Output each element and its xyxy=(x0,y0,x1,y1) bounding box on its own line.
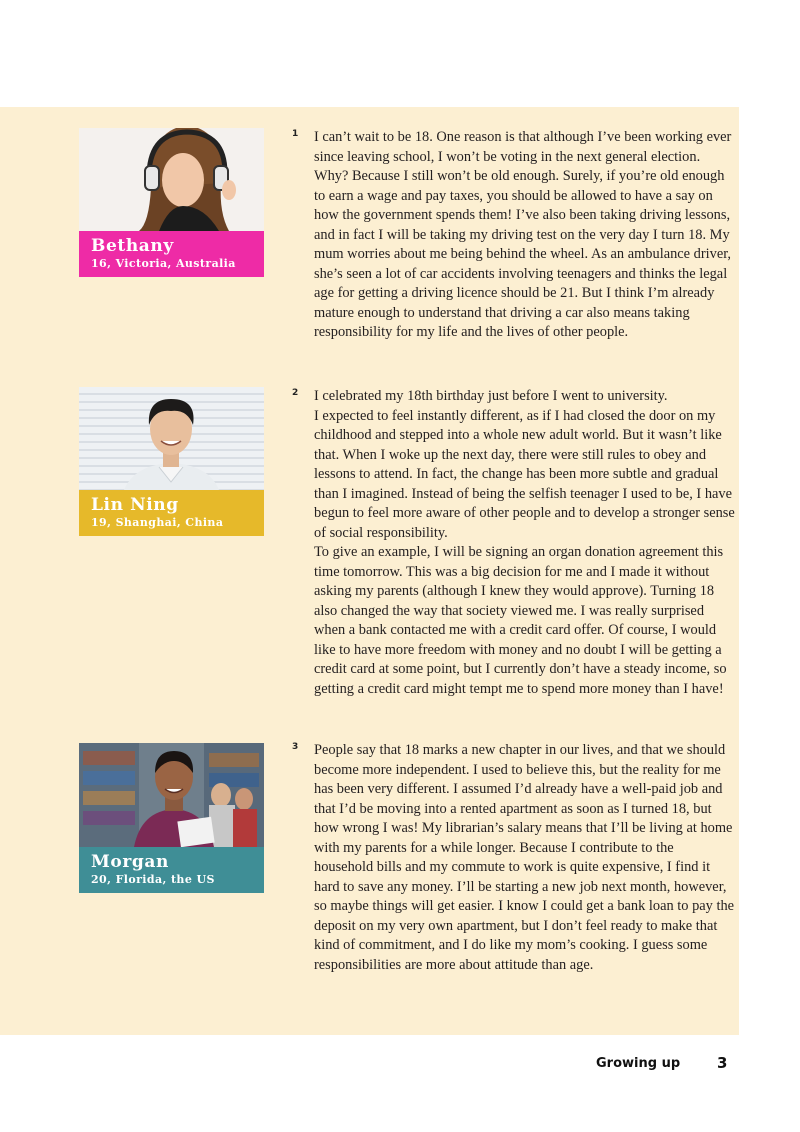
entry-text xyxy=(314,741,736,975)
bethany-photo xyxy=(79,128,264,231)
entry-text xyxy=(314,387,736,699)
lin-ning-caption xyxy=(79,490,264,536)
entry-paragraph: I expected to feel instantly different, as if I had closed the door on my childhood and stepped into a whole new adult world. But it wasn’t like that. When I woke up the next day, there were still rules to obey and lessons to attend. In fact, the change has been more subtle and gradual than I imagined. Instead of being the selfish teenager I used to be, I have begun to feel more aware of other people and to develop a stronger sense of social responsibility. xyxy=(314,407,735,541)
entry-paragraph: To give an example, I will be signing an organ donation agreement this time tomorrow. This was a big decision for me and I made it without asking my parents (although I knew they would approve). Turning 18 also changed the way that society viewed me. I was really surprised when a bank contacted me with a credit card offer. Of course, I would like to have more freedom with money and no doubt I will be getting a credit card at some point, but I currently don’t have a steady income, so getting a credit card might tempt me to spend more money than I have! xyxy=(314,544,727,697)
entry-number: 1 xyxy=(292,129,299,139)
profile-card-bethany xyxy=(79,128,264,277)
profile-card-lin-ning xyxy=(79,387,264,536)
profile-details: 19, Shanghai, China xyxy=(91,516,224,529)
page-number: 3 xyxy=(717,1054,728,1072)
footer-section-title: Growing up xyxy=(596,1056,681,1071)
entry-paragraph: I can’t wait to be 18. One reason is that although I’ve been working ever since leaving school, I won’t be voting in the next general election. Why? Because I still won’t be old enough. Surely, if you’re old enough to earn a wage and pay taxes, you should be allowed to have a say on how the government spends them! I’ve also been taking driving lessons, and in fact I will be taking my driving test on the very day I turn 18. My mum worries about me being behind the wheel. As an ambulance driver, she’s seen a lot of car accidents involving teenagers and thinks the legal age for getting a driving licence should be 21. But I think I’m already mature enough to understand that driving a car also means taking responsibility for my life and the lives of other people. xyxy=(314,129,732,340)
entry-paragraph: People say that 18 marks a new chapter in our lives, and that we should become more independent. I used to believe this, but the reality for me has been very different. I assumed I’d already have a well-paid job and that I’d be moving into a rented apartment as soon as I turned 18, but how wrong I was! My librarian’s salary means that I’ll be living at home with my parents for a while longer. Because I contribute to the household bills and my commute to work is quite expensive, I find it hard to save any money. I’ll be starting a new job next month, however, so maybe things will get easier. I know I could get a bank loan to pay the deposit on my very own apartment, but I don’t feel ready to make that kind of commitment, and I do like my mom’s cooking. I guess some responsibilities are more about attitude than age. xyxy=(314,742,735,973)
profile-details: 16, Victoria, Australia xyxy=(91,257,236,270)
profile-details: 20, Florida, the US xyxy=(91,873,215,886)
profile-card-morgan xyxy=(79,743,264,893)
entry-text xyxy=(314,128,736,343)
lin-ning-photo xyxy=(79,387,264,490)
profile-name: Lin Ning xyxy=(91,495,179,515)
entry-paragraph: I celebrated my 18th birthday just before I went to university. xyxy=(314,388,668,404)
bethany-caption xyxy=(79,231,264,277)
profile-name: Morgan xyxy=(91,852,169,872)
entry-number: 3 xyxy=(292,742,299,752)
entry-number: 2 xyxy=(292,388,299,398)
morgan-photo xyxy=(79,743,264,847)
profile-name: Bethany xyxy=(91,236,174,256)
morgan-caption xyxy=(79,847,264,893)
